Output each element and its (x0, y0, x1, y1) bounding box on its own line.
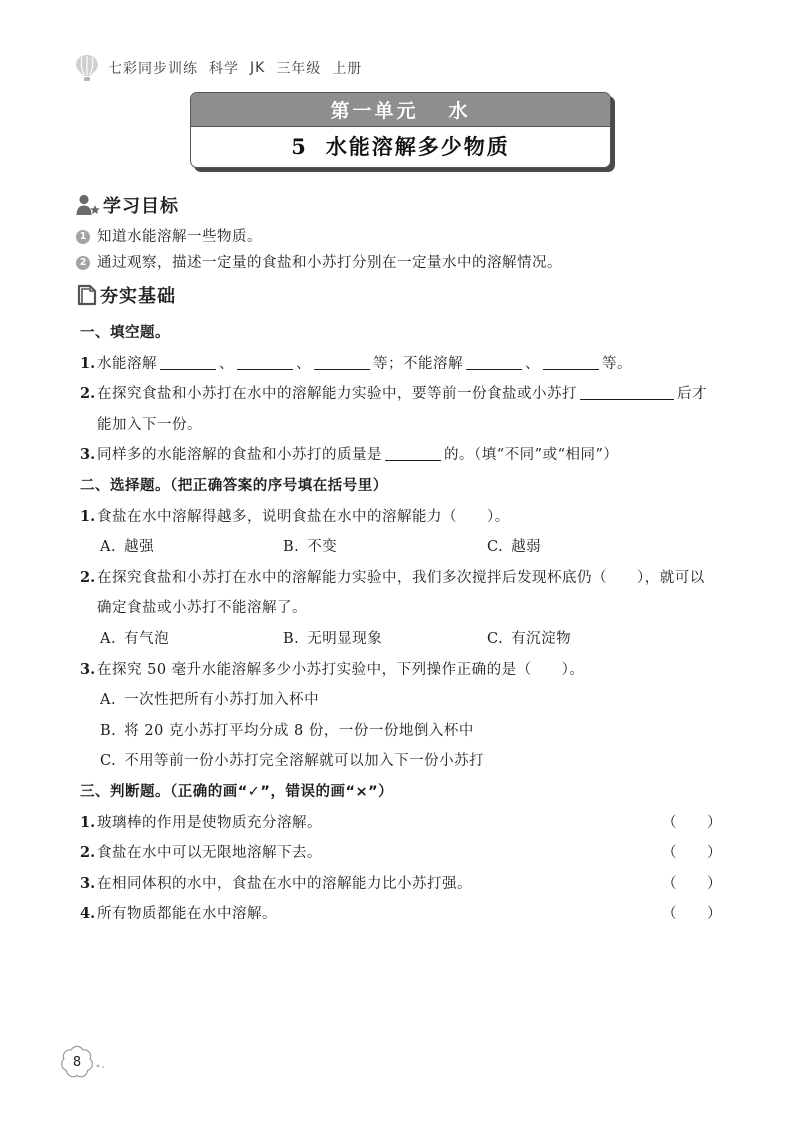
objectives-heading-text: 学习目标 (103, 196, 179, 217)
answer-bracket: （ ） (662, 875, 722, 892)
answer-blank (160, 357, 216, 370)
unit-name: 第一单元 (330, 100, 419, 122)
answer-bracket: （ ） (662, 906, 722, 923)
question-text: 、 (525, 355, 540, 372)
objective-text: 知道水能溶解一些物质。 (97, 229, 262, 245)
question-text: 确定食盐或小苏打不能溶解了。 (97, 600, 307, 617)
lesson-number: 5 (291, 133, 308, 159)
objective-text: 通过观察，描述一定量的食盐和小苏打分别在一定量水中的溶解情况。 (97, 255, 562, 271)
volume: 上册 (332, 61, 363, 77)
judge-question-4 (80, 899, 730, 930)
question-text: 能加入下一份。 (97, 416, 202, 433)
option-label: B. (283, 539, 300, 556)
answer-bracket: （ ） (662, 814, 722, 831)
question-text: 食盐在水中可以无限地溶解下去。 (97, 845, 322, 862)
option-text: 不变 (307, 539, 338, 556)
question-text: 等。 (602, 355, 632, 372)
option-text: 越弱 (511, 539, 542, 556)
question-text: 后才 (677, 386, 707, 403)
question-number: 3. (80, 660, 96, 678)
objective-item (76, 250, 562, 276)
subject: 科学 (209, 61, 239, 77)
section-title: 二、选择题。（把正确答案的序号填在括号里） (80, 477, 388, 494)
option-label: A. (100, 630, 117, 647)
question-text: 玻璃棒的作用是使物质充分溶解。 (97, 814, 322, 831)
option-label: A. (100, 539, 117, 556)
question-text: 等；不能溶解 (373, 355, 463, 372)
question-text: 、 (219, 355, 234, 372)
choice-question-2-options (80, 624, 730, 655)
document-icon (77, 284, 97, 306)
option-b (283, 532, 337, 563)
option-label: A. (100, 692, 117, 709)
question-text: 在探究 50 毫升水能溶解多少小苏打实验中，下列操作正确的是（ ）。 (97, 661, 585, 678)
question-text: 同样多的水能溶解的食盐和小苏打的质量是 (97, 447, 382, 464)
judge-question-3 (80, 869, 730, 900)
option-a (100, 532, 154, 563)
judge-question-1 (80, 808, 730, 839)
objectives-list (76, 224, 562, 276)
option-c (487, 624, 571, 655)
option-label: B. (283, 630, 300, 647)
page-number-badge (60, 1045, 94, 1079)
objective-item (76, 224, 562, 250)
option-a (80, 685, 730, 716)
option-label: B. (100, 722, 117, 739)
question-text: 、 (296, 355, 311, 372)
answer-blank (580, 387, 674, 400)
option-text: 将 20 克小苏打平均分成 8 份，一份一份地倒入杯中 (124, 722, 474, 739)
basics-heading (77, 282, 176, 308)
grade: 三年级 (276, 61, 322, 77)
answer-blank (237, 357, 293, 370)
option-text: 不用等前一份小苏打完全溶解就可以加入下一份小苏打 (124, 753, 485, 770)
option-text: 有沉淀物 (511, 630, 572, 647)
lesson-band (191, 127, 610, 165)
question-number: 3. (80, 874, 96, 892)
lesson-title: 水能溶解多少物质 (325, 134, 510, 159)
answer-blank (314, 357, 370, 370)
option-text: 一次性把所有小苏打加入杯中 (124, 692, 320, 709)
option-b (283, 624, 382, 655)
choice-question-3 (80, 655, 730, 686)
unit-band (191, 93, 610, 127)
choice-question-2 (80, 563, 730, 594)
objectives-heading (76, 192, 179, 218)
answer-blank (543, 357, 599, 370)
fill-question-3 (80, 440, 730, 471)
question-number: 2. (80, 385, 96, 403)
objective-number: 1 (76, 230, 90, 244)
choice-question-1-options (80, 532, 730, 563)
question-number: 2. (80, 568, 96, 586)
decorative-dots-icon (95, 1062, 107, 1070)
option-text: 越强 (124, 539, 155, 556)
objective-number: 2 (76, 256, 90, 270)
option-c (487, 532, 541, 563)
edition: JK (250, 60, 266, 76)
page-number: 8 (72, 1054, 82, 1070)
question-number: 2. (80, 844, 96, 862)
section-title: 三、判断题。（正确的画“✓”，错误的画“×”） (80, 783, 394, 800)
choice-question-1 (80, 502, 730, 533)
fill-question-2 (80, 379, 730, 410)
answer-blank (385, 448, 441, 461)
question-number: 1. (80, 813, 96, 831)
section-title: 一、填空题。 (80, 325, 170, 341)
question-number: 4. (80, 905, 96, 923)
question-number: 1. (80, 507, 96, 525)
option-a (100, 624, 169, 655)
person-star-icon (76, 193, 100, 217)
fill-question-2-continuation (80, 410, 730, 441)
question-text: 在相同体积的水中，食盐在水中的溶解能力比小苏打强。 (97, 875, 472, 892)
option-text: 有气泡 (124, 630, 170, 647)
series-name: 七彩同步训练 (108, 61, 198, 77)
fill-question-1 (80, 349, 730, 380)
choice-question-2-continuation (80, 593, 730, 624)
running-header (74, 54, 373, 82)
question-number: 3. (80, 446, 96, 464)
option-text: 无明显现象 (307, 630, 383, 647)
question-number: 1. (80, 354, 96, 372)
option-c (80, 746, 730, 777)
judge-question-2 (80, 838, 730, 869)
question-text: 在探究食盐和小苏打在水中的溶解能力实验中，我们多次搅拌后发现杯底仍（ ），就可以 (97, 569, 705, 586)
question-text: 所有物质都能在水中溶解。 (97, 906, 277, 923)
answer-blank (466, 357, 522, 370)
balloon-logo-icon (74, 54, 100, 82)
option-label: C. (487, 539, 504, 556)
question-text: 在探究食盐和小苏打在水中的溶解能力实验中，要等前一份食盐或小苏打 (97, 386, 577, 403)
section-heading-choice (80, 471, 730, 502)
answer-bracket: （ ） (662, 845, 722, 862)
title-banner (190, 92, 611, 168)
basics-heading-text: 夯实基础 (100, 286, 176, 307)
question-text: 水能溶解 (97, 355, 157, 372)
unit-topic: 水 (448, 100, 471, 122)
question-text: 的。（填“不同”或“相同”） (444, 447, 619, 464)
option-label: C. (100, 753, 117, 770)
section-heading-fill-in (80, 318, 730, 349)
option-b (80, 716, 730, 747)
section-heading-judge (80, 777, 730, 808)
option-label: C. (487, 630, 504, 647)
exercise-area (80, 318, 730, 930)
question-text: 食盐在水中溶解得越多，说明食盐在水中的溶解能力（ ）。 (97, 508, 510, 525)
